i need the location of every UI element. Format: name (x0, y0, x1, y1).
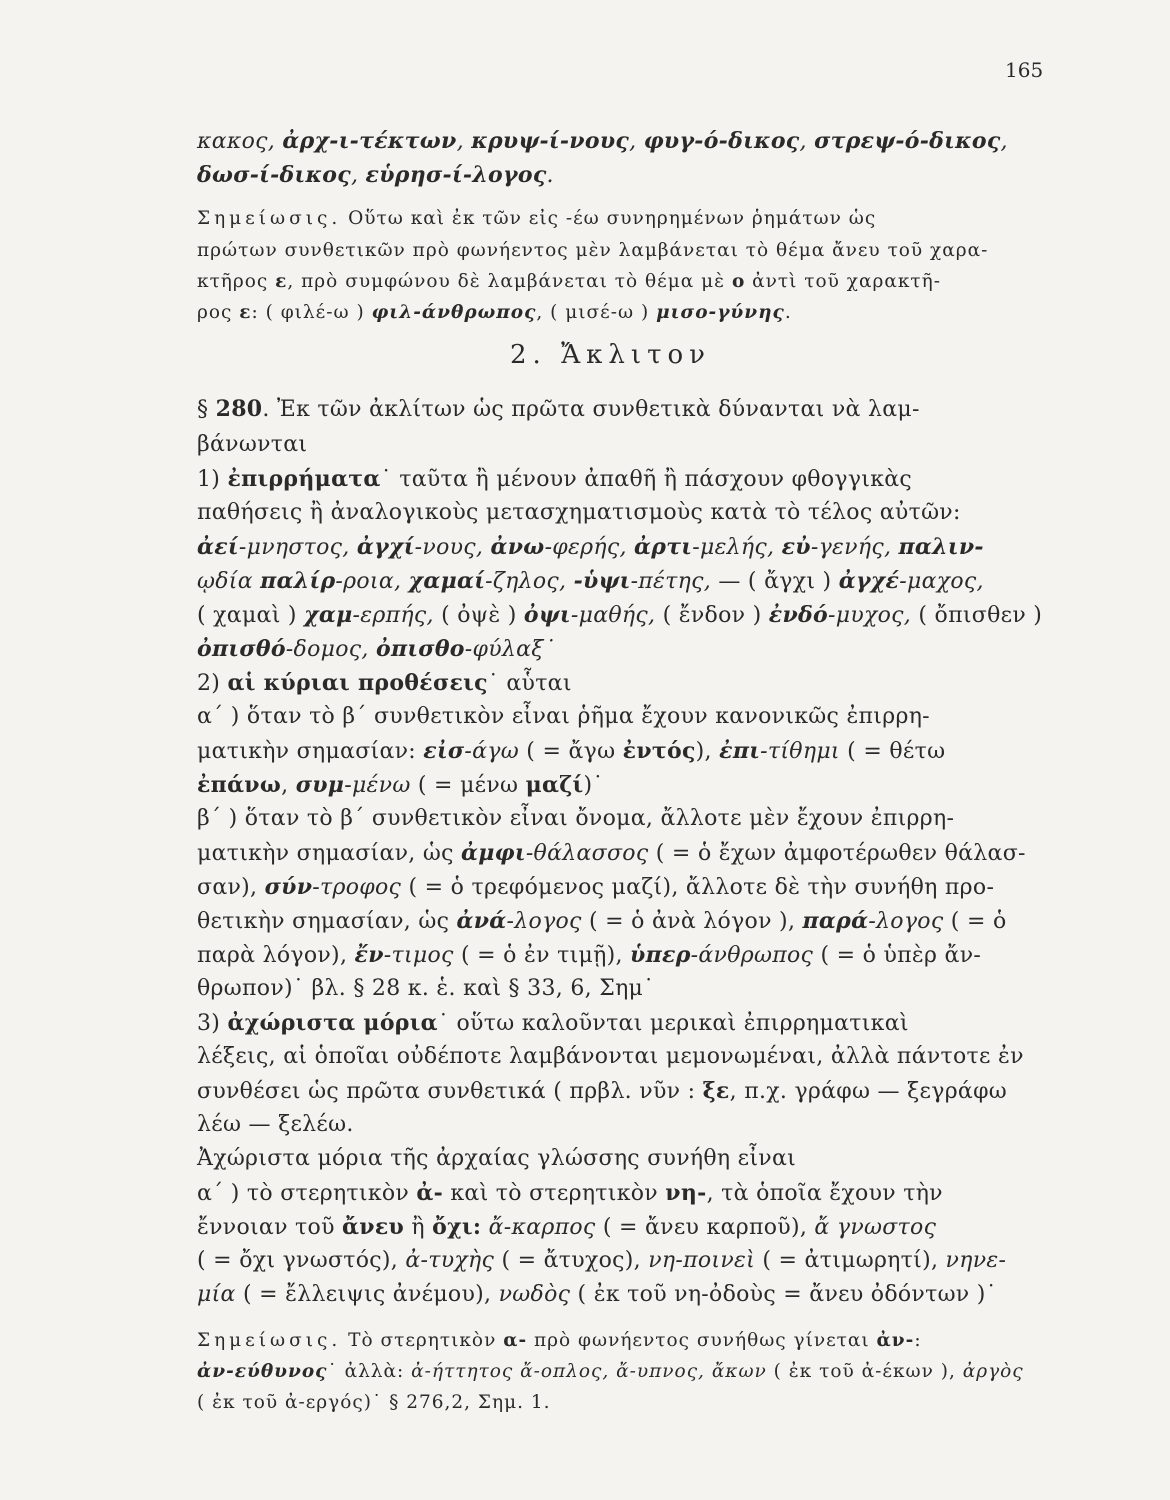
text-segment: -άνθρωπος (690, 943, 821, 968)
text-segment: θρωπον)˙ βλ. § 28 κ. ἑ. καὶ § 33, 6, Σημ˙ (197, 976, 655, 1001)
text-segment: ἀ- (416, 1180, 444, 1206)
text-segment: ξε (702, 1078, 730, 1104)
text-segment: Σημείωσις. (197, 1330, 342, 1351)
text-segment: ( ὄπισθεν ) (918, 603, 1043, 628)
text-segment: ( = ὁ ἀνὰ λόγον ), (588, 909, 803, 934)
text-segment: εὐ (781, 534, 811, 560)
text-segment: -ροια, (335, 569, 409, 594)
text-line (197, 466, 1045, 492)
text-line (197, 568, 1045, 594)
text-line (197, 500, 1045, 525)
text-segment: -φερής, (544, 535, 635, 560)
section-heading: 2. Ἄκλιτον (510, 340, 711, 370)
text-segment: ἀν- (876, 1330, 915, 1351)
text-segment: ἀγχέ (838, 568, 900, 594)
text-segment: ὀψι (523, 602, 571, 628)
text-segment: Σημείωσις. (197, 208, 342, 229)
text-segment: Ἀχώριστα μόρια τῆς ἀρχαίας γλώσσης συνήθη εἶναι (197, 1146, 797, 1171)
text-segment: 2) (197, 671, 228, 696)
text-segment: ματικὴν σημασίαν, ὡς (197, 841, 462, 866)
text-line (197, 1214, 1045, 1240)
text-segment: -γενής, (810, 535, 899, 560)
text-segment: μία (197, 1282, 243, 1307)
text-line (197, 1392, 1045, 1413)
text-segment: ( ἐκ τοῦ ἀ-έκων ), (773, 1361, 963, 1382)
text-segment: ἀεί (197, 534, 239, 560)
text-segment: -τιμος (383, 943, 461, 968)
text-segment: ἀνω (490, 534, 545, 560)
text-segment: λέξεις, αἱ ὁποῖαι οὐδέποτε λαμβάνονται μεμονωμέναι, ἀλλὰ πάντοτε ἐν (197, 1044, 1024, 1069)
text-segment: -μαθής, (570, 603, 663, 628)
text-segment: καὶ τὸ στερητικὸν (443, 1181, 666, 1206)
text-line (197, 942, 1045, 968)
text-segment: -μένω (344, 773, 418, 798)
text-segment: . Ἐκ τῶν ἀκλίτων ὡς πρῶτα συνθετικὰ δύνανται νὰ λαμ- (262, 397, 920, 422)
text-segment: -θάλασσος (525, 841, 656, 866)
text-line (197, 1330, 1045, 1351)
text-segment: σύν (264, 874, 313, 900)
text-segment: ἀντὶ τοῦ χαρακτῆ- (745, 271, 941, 292)
text-segment: ( = ὁ (950, 909, 1007, 934)
text-segment: θετικὴν σημασίαν, ὡς (197, 909, 457, 934)
text-segment: ( = ὁ τρεφόμενος μαζί), ἄλλοτε δὲ τὴν συνήθη προ- (408, 875, 995, 900)
text-line (197, 806, 1045, 831)
text-line (197, 602, 1045, 628)
text-segment: νωδὸς (498, 1282, 578, 1307)
text-segment: ˙ οὕτω καλοῦνται μερικαὶ ἐπιρρηματικαὶ (437, 1011, 909, 1036)
text-segment: ( = ἀτιμωρητί), (762, 1248, 946, 1273)
text-segment: ἀρχ-ι-τέκτων (282, 128, 457, 154)
text-segment: § (197, 397, 216, 422)
text-segment: φιλ-άνθρωπος (371, 302, 537, 323)
text-segment: 1) (197, 467, 228, 492)
text-segment: ὀπισθο (375, 636, 465, 662)
text-segment: -τροφος (312, 875, 409, 900)
text-segment: ἐπι (719, 738, 761, 764)
text-line (197, 908, 1045, 934)
text-segment: συμ (295, 772, 345, 798)
text-segment: -τίθημι (760, 739, 848, 764)
text-segment: ( = μένω (417, 773, 526, 798)
text-segment: ἢ (404, 1215, 433, 1240)
text-segment: φυγ-ό-δικος (643, 128, 800, 154)
text-segment: -δομος, (285, 637, 376, 662)
text-segment: χαμ (304, 602, 353, 628)
text-segment: ἄνευ (342, 1214, 405, 1240)
text-segment: , (799, 129, 815, 154)
text-segment: συνθέσει ὡς πρῶτα συνθετικά ( πρβλ. νῦν : (197, 1079, 703, 1104)
text-segment: ἐπάνω (197, 772, 282, 798)
text-segment: ἀρτι (634, 534, 693, 560)
text-segment: , π.χ. γράφω — ξεγράφω (729, 1079, 1008, 1104)
text-line (197, 1361, 1045, 1382)
text-segment: -μυχος, (827, 603, 919, 628)
text-segment: -μαχος, (899, 569, 984, 594)
text-line (197, 534, 1045, 560)
text-segment: λέω — ξελέω. (197, 1112, 354, 1137)
text-segment: 280 (215, 396, 263, 422)
text-segment: , (456, 129, 472, 154)
text-segment: ἀ-τυχὴς (405, 1248, 502, 1273)
text-line (197, 1112, 1045, 1137)
text-segment: ἀχώριστα μόρια (227, 1010, 438, 1036)
text-segment: -μελής, (692, 535, 782, 560)
text-segment: ὀπισθό (197, 636, 286, 662)
text-segment: ἐπιρρήματα (227, 466, 381, 492)
text-line (197, 874, 1045, 900)
text-line (197, 840, 1045, 866)
page-number: 165 (1005, 58, 1044, 82)
text-segment: . (546, 163, 554, 188)
text-segment: ἔννοιαν τοῦ (197, 1215, 343, 1240)
text-segment: πρώτων συνθετικῶν πρὸ φωνήεντος μὲν λαμβάνεται τὸ θέμα ἄνευ τοῦ χαρα- (197, 240, 989, 261)
text-segment: παλίρ (260, 568, 336, 594)
text-segment: : ( φιλέ-ω ) (251, 302, 372, 323)
text-segment: ἀ-ήττητος ἄ-οπλος, ἄ-υπνος, ἄκων (411, 1361, 774, 1382)
text-segment: νηνε- (945, 1248, 1007, 1273)
text-segment: Τὸ στερητικὸν (341, 1330, 504, 1351)
text-line (197, 1010, 1045, 1036)
text-line (197, 271, 1045, 292)
text-segment: ( = θέτω (847, 739, 946, 764)
text-segment: ὑπερ (630, 942, 691, 968)
text-segment: -ερπής, (352, 603, 442, 628)
text-segment: ματικὴν σημασίαν: (197, 739, 424, 764)
text-segment: νη- (665, 1180, 707, 1206)
text-segment: , τὰ ὁποῖα ἔχουν τὴν (706, 1181, 943, 1206)
text-segment: βάνωνται (197, 432, 308, 457)
text-segment: -λογος (868, 909, 951, 934)
text-segment: ἀνά (456, 908, 507, 934)
text-segment: ε (239, 302, 252, 323)
text-segment: : (914, 1330, 922, 1351)
text-segment: ˙ ταῦτα ἢ μένουν ἀπαθῆ ἢ πάσχουν φθογγικὰς (380, 467, 913, 492)
text-segment: -μνηστος, (238, 535, 357, 560)
text-segment: ( = ἔλλειψις ἀνέμου), (242, 1282, 499, 1307)
text-segment: ἀγχί (356, 534, 415, 560)
text-line (197, 302, 1045, 323)
text-segment: χαμαί (408, 568, 486, 594)
text-segment: ἀργὸς (962, 1361, 1024, 1382)
text-segment: -πέτης, (630, 569, 719, 594)
text-segment: ( ὀψὲ ) (441, 603, 524, 628)
text-segment: αἱ κύριαι προθέσεις (227, 670, 488, 696)
text-segment: )˙ (583, 773, 604, 798)
text-line (197, 396, 1045, 422)
text-segment: ἄ γνωστος (814, 1215, 937, 1240)
text-segment: -άγω (464, 739, 527, 764)
text-segment: ( = ὄχι γνωστός), (197, 1248, 406, 1273)
text-line (197, 208, 1045, 229)
text-segment: ἔν (354, 942, 384, 968)
text-line (197, 704, 1045, 729)
text-segment: πρὸ φωνήεντος συνήθως γίνεται (527, 1330, 877, 1351)
text-segment: β΄ ) ὅταν τὸ β΄ συνθετικὸν εἶναι ὄνομα, ἄλλοτε μὲν ἔχουν ἐπιρρη- (197, 806, 955, 831)
text-line (197, 1248, 1045, 1273)
text-segment: -νους, (414, 535, 491, 560)
text-segment: δωσ-ί-δικος (197, 162, 351, 188)
text-segment: παθήσεις ἢ ἀναλογικοὺς μετασχηματισμοὺς κατὰ τὸ τέλος αὐτῶν: (197, 500, 961, 525)
text-segment: ( = ἄγω (526, 739, 623, 764)
text-line (197, 1282, 1045, 1307)
text-segment: σαν), (197, 875, 265, 900)
text-segment: , (1000, 129, 1008, 154)
text-segment: ἀν-εύθυνος (197, 1361, 328, 1382)
text-segment: α΄ ) τὸ στερητικὸν (197, 1181, 417, 1206)
text-line (197, 1078, 1045, 1104)
text-segment: , ( μισέ-ω ) (536, 302, 657, 323)
text-segment: στρεψ-ό-δικος (814, 128, 1001, 154)
text-segment: ὄχι: (432, 1214, 482, 1240)
text-segment: μισο-γύνης (656, 302, 785, 323)
text-segment: ˙ αὗται (487, 671, 572, 696)
text-segment: 3) (197, 1011, 228, 1036)
text-segment: ( χαμαὶ ) (197, 603, 305, 628)
text-line (197, 670, 1045, 696)
text-segment: ἄ-καρπος (481, 1215, 603, 1240)
text-line (197, 240, 1045, 261)
text-line (197, 432, 1045, 457)
text-line (197, 1180, 1045, 1206)
text-segment: ε (275, 271, 288, 292)
text-line (197, 738, 1045, 764)
text-segment: παρά (802, 908, 869, 934)
text-segment: ἐντός (622, 738, 696, 764)
text-segment: ), (695, 739, 720, 764)
text-segment: , (281, 773, 296, 798)
text-segment: -ζηλος, (485, 569, 574, 594)
text-segment: ἐνδό (768, 602, 828, 628)
text-segment: -ὑψι (573, 568, 631, 594)
text-segment: κρυψ-ί-νους (471, 128, 630, 154)
text-segment: ο (731, 271, 746, 292)
text-segment: μαζί (525, 772, 584, 798)
text-segment: Οὕτω καὶ ἐκ τῶν εἰς -έω συνηρημένων ῥημάτων ὡς (341, 208, 877, 229)
text-segment: , (629, 129, 644, 154)
text-segment: κτῆρος (197, 271, 276, 292)
text-segment: -λογος (506, 909, 589, 934)
text-line (197, 128, 1045, 154)
text-segment: ˙ ἀλλὰ: (327, 1361, 412, 1382)
text-segment: ( ἔνδον ) (662, 603, 769, 628)
text-segment: -φύλαξ˙ (464, 637, 556, 662)
text-segment: , (350, 163, 366, 188)
text-line (197, 1146, 1045, 1171)
text-segment: ἀμφι (461, 840, 526, 866)
text-segment: ( = ὁ ὑπὲρ ἄν- (820, 943, 982, 968)
text-segment: ( = ἄνευ καρποῦ), (602, 1215, 815, 1240)
text-segment: ῳδία (197, 569, 261, 594)
text-segment: ( ἐκ τοῦ ἀ-εργός)˙ § 276,2, Σημ. 1. (197, 1392, 551, 1413)
text-segment: νη-ποινεὶ (648, 1248, 763, 1273)
text-segment: παρὰ λόγον), (197, 943, 355, 968)
text-segment: α- (503, 1330, 528, 1351)
text-segment: ( = ὁ ἐν τιμῇ), (460, 943, 631, 968)
text-segment: εἰσ (423, 738, 465, 764)
text-line (197, 636, 1045, 662)
text-segment: , πρὸ συμφώνου δὲ λαμβάνεται τὸ θέμα μὲ (287, 271, 732, 292)
text-segment: ρος (197, 302, 240, 323)
text-segment: ( = ὁ ἔχων ἀμφοτέρωθεν θάλασ- (655, 841, 1026, 866)
text-segment: . (784, 302, 792, 323)
text-segment: παλιν- (898, 534, 984, 560)
text-line (197, 976, 1045, 1001)
text-segment: ( ἐκ τοῦ νη-ὀδοὺς = ἄνευ ὀδόντων )˙ (577, 1282, 997, 1307)
text-segment: — ( ἄγχι ) (718, 569, 839, 594)
text-segment: ( = ἄτυχος), (501, 1248, 649, 1273)
text-segment: κακος, (197, 129, 283, 154)
text-line (197, 1044, 1045, 1069)
text-line (197, 162, 1045, 188)
text-line (197, 772, 1045, 798)
text-segment: εὑρησ-ί-λογος (365, 162, 547, 188)
text-segment: α΄ ) ὅταν τὸ β΄ συνθετικὸν εἶναι ῥῆμα ἔχουν κανονικῶς ἐπιρρη- (197, 704, 930, 729)
